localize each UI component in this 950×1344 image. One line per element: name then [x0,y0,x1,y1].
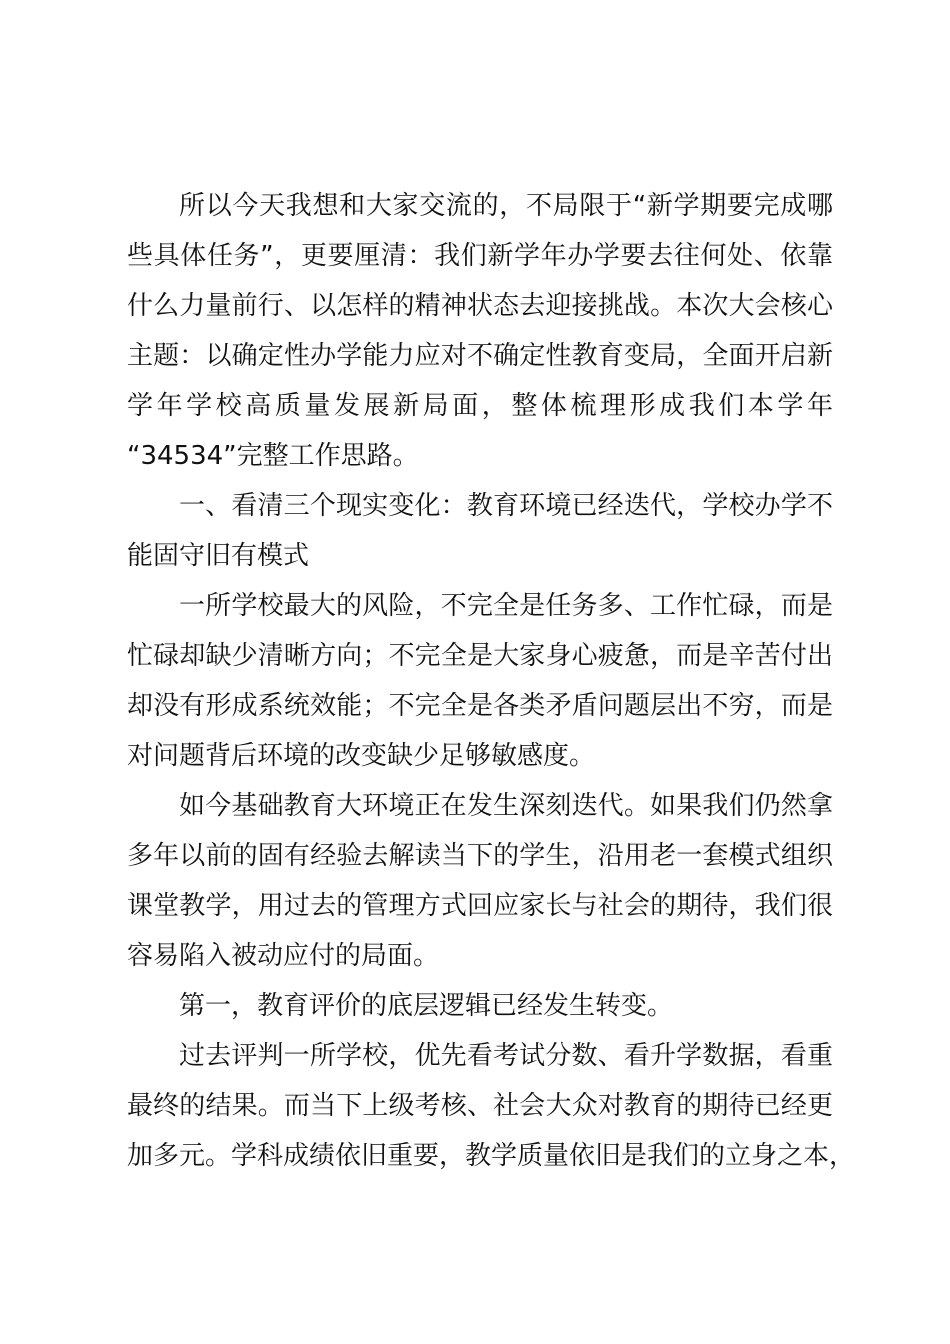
text-line: “34534”完整工作思路。 [127,441,419,471]
text-line: 学年学校高质量发展新局面，整体梳理形成我们本学年 [127,391,833,421]
text-line: 些具体任务”，更要厘清：我们新学年办学要去往何处、依靠 [127,241,833,271]
section-heading-line: 一、看清三个现实变化：教育环境已经迭代，学校办学不 [179,491,833,521]
text-line: 过去评判一所学校，优先看考试分数、看升学数据，看重 [179,1041,833,1071]
text-line: 加多元。学科成绩依旧重要，教学质量依旧是我们的立身之本， [127,1141,856,1171]
text-line: 所以今天我想和大家交流的，不局限于“新学期要完成哪 [179,191,833,221]
text-line: 却没有形成系统效能；不完全是各类矛盾问题层出不穷，而是 [127,691,833,721]
text-line: 多年以前的固有经验去解读当下的学生，沿用老一套模式组织 [127,841,833,871]
text-line: 忙碌却缺少清晰方向；不完全是大家身心疲惫，而是辛苦付出 [127,641,833,671]
section-heading-line: 能固守旧有模式 [127,541,310,571]
text-line: 一所学校最大的风险，不完全是任务多、工作忙碌，而是 [179,591,833,621]
text-line: 课堂教学，用过去的管理方式回应家长与社会的期待，我们很 [127,891,833,921]
text-line: 什么力量前行、以怎样的精神状态去迎接挑战。本次大会核心 [127,291,833,321]
text-line: 容易陷入被动应付的局面。 [127,941,440,971]
document-body [127,181,856,1181]
text-line: 如今基础教育大环境正在发生深刻迭代。如果我们仍然拿 [179,791,833,821]
text-line: 最终的结果。而当下上级考核、社会大众对教育的期待已经更 [127,1091,833,1121]
subheading-line: 第一，教育评价的底层逻辑已经发生转变。 [179,991,674,1021]
text-line: 主题：以确定性办学能力应对不确定性教育变局，全面开启新 [127,341,833,371]
text-line: 对问题背后环境的改变缺少足够敏感度。 [127,741,596,771]
